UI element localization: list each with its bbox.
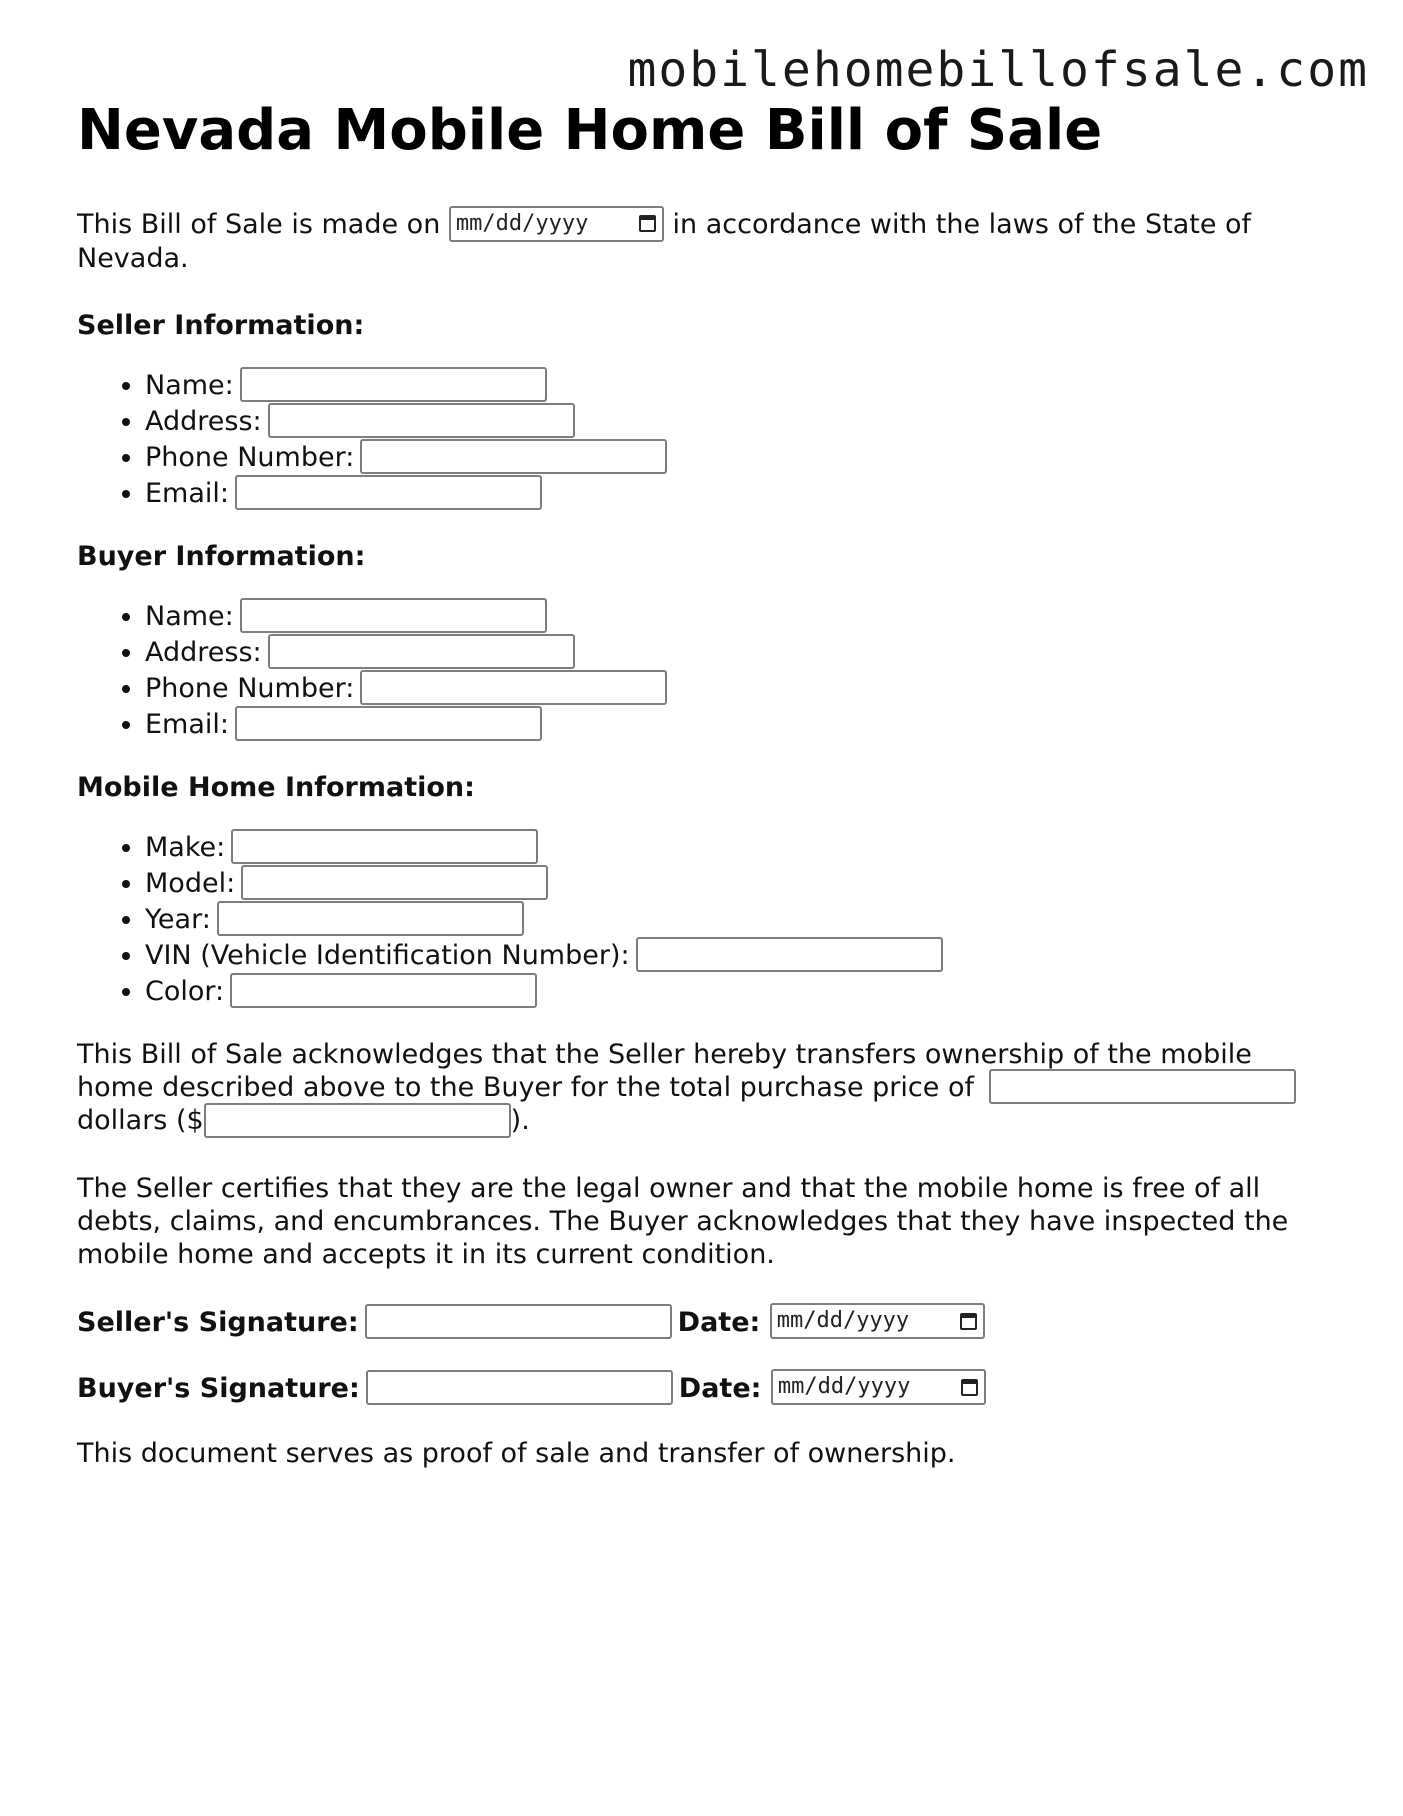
- buyer-name-item: [145, 599, 1327, 635]
- home-color-item: [145, 974, 1327, 1010]
- home-model-input[interactable]: [241, 865, 548, 900]
- calendar-icon[interactable]: [960, 1313, 977, 1330]
- seller-address-label: Address:: [145, 405, 262, 437]
- sale-date-placeholder: mm/dd/yyyy: [455, 211, 589, 236]
- buyer-signature-row: [77, 1371, 1327, 1407]
- watermark-site-name: mobilehomebillofsale.com: [627, 42, 1369, 98]
- seller-date-label: Date:: [677, 1306, 761, 1338]
- seller-date-placeholder: mm/dd/yyyy: [776, 1308, 910, 1333]
- buyer-email-input[interactable]: [235, 706, 542, 741]
- seller-name-item: [145, 368, 1327, 404]
- document-body: [77, 96, 1327, 1504]
- certification-paragraph: The Seller certifies that they are the legal owner and that the mobile home is free of all debts, claims, and encumbrances. The Buyer acknowledges that they have inspected the mobile home and accepts it in its current condition.: [77, 1172, 1289, 1270]
- buyer-date-label: Date:: [678, 1372, 762, 1404]
- seller-name-label: Name:: [145, 369, 234, 401]
- home-model-item: [145, 866, 1327, 902]
- intro-text-before: This Bill of Sale is made on: [77, 209, 441, 240]
- buyer-address-label: Address:: [145, 636, 262, 668]
- buyer-name-input[interactable]: [240, 598, 547, 633]
- home-color-input[interactable]: [230, 973, 537, 1008]
- seller-signature-label: Seller's Signature:: [77, 1306, 359, 1338]
- seller-signature-input[interactable]: [365, 1304, 672, 1339]
- dollars-open-text: dollars ($: [77, 1105, 204, 1136]
- seller-address-item: [145, 404, 1327, 440]
- closing-paragraph: This document serves as proof of sale and transfer of ownership.: [77, 1437, 956, 1469]
- intro-text-after: in accordance with the laws of the State of Nevada.: [77, 209, 1252, 274]
- home-make-item: [145, 830, 1327, 866]
- seller-email-label: Email:: [145, 477, 230, 509]
- dollars-close-text: ).: [510, 1105, 530, 1136]
- home-heading: Mobile Home Information:: [77, 771, 475, 803]
- home-make-input[interactable]: [231, 829, 538, 864]
- purchase-price-words-input[interactable]: [989, 1069, 1296, 1104]
- buyer-heading: Buyer Information:: [77, 540, 366, 572]
- calendar-icon[interactable]: [639, 215, 656, 232]
- seller-heading: Seller Information:: [77, 309, 365, 341]
- home-year-label: Year:: [145, 903, 211, 935]
- seller-phone-item: [145, 440, 1327, 476]
- seller-address-input[interactable]: [268, 403, 575, 438]
- page-title: Nevada Mobile Home Bill of Sale: [77, 98, 1103, 163]
- home-model-label: Model:: [145, 867, 236, 899]
- buyer-phone-input[interactable]: [360, 670, 667, 705]
- seller-date-input[interactable]: [770, 1303, 985, 1339]
- buyer-date-input[interactable]: [771, 1369, 986, 1405]
- buyer-signature-input[interactable]: [366, 1370, 673, 1405]
- home-vin-input[interactable]: [636, 937, 943, 972]
- buyer-name-label: Name:: [145, 600, 234, 632]
- home-color-label: Color:: [145, 975, 225, 1007]
- purchase-price-number-input[interactable]: [204, 1103, 511, 1138]
- transfer-text: This Bill of Sale acknowledges that the Seller hereby transfers ownership of the mobile home described above to the Buyer for the total purchase price of: [77, 1038, 1252, 1103]
- seller-email-input[interactable]: [235, 475, 542, 510]
- buyer-signature-label: Buyer's Signature:: [77, 1372, 360, 1404]
- buyer-fields-list: [77, 599, 1327, 743]
- home-fields-list: [77, 830, 1327, 1010]
- intro-paragraph: [77, 208, 1327, 275]
- home-year-input[interactable]: [217, 901, 524, 936]
- seller-email-item: [145, 476, 1327, 512]
- buyer-email-item: [145, 707, 1327, 743]
- buyer-address-item: [145, 635, 1327, 671]
- home-year-item: [145, 902, 1327, 938]
- sale-date-input[interactable]: [449, 206, 664, 242]
- buyer-address-input[interactable]: [268, 634, 575, 669]
- home-make-label: Make:: [145, 831, 226, 863]
- seller-name-input[interactable]: [240, 367, 547, 402]
- buyer-phone-label: Phone Number:: [145, 672, 355, 704]
- seller-phone-label: Phone Number:: [145, 441, 355, 473]
- home-vin-item: [145, 938, 1327, 974]
- buyer-date-placeholder: mm/dd/yyyy: [777, 1374, 911, 1399]
- calendar-icon[interactable]: [961, 1379, 978, 1396]
- seller-phone-input[interactable]: [360, 439, 667, 474]
- buyer-email-label: Email:: [145, 708, 230, 740]
- buyer-phone-item: [145, 671, 1327, 707]
- home-vin-label: VIN (Vehicle Identification Number):: [145, 939, 630, 971]
- transfer-paragraph: [77, 1038, 1327, 1138]
- seller-signature-row: [77, 1305, 1327, 1341]
- seller-fields-list: [77, 368, 1327, 512]
